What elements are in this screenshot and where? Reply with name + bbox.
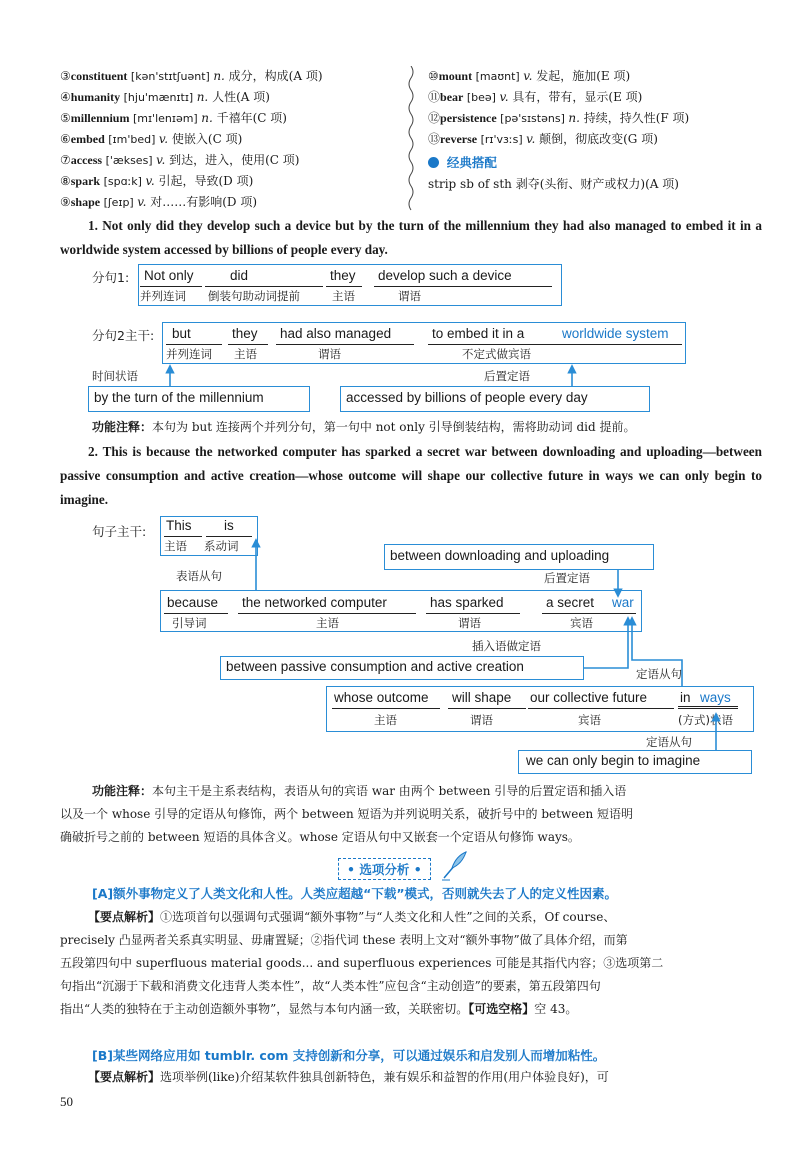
vocab-left-num: ⑥ [60,132,71,146]
vocab-left-def: 使嵌入(C 项) [168,132,243,146]
vocab-left-num: ⑦ [60,153,71,167]
arrow-between2 [584,618,628,668]
vocab-left-pos: n. [213,69,225,83]
page-number: 50 [60,1094,73,1109]
vocab-left-num: ⑧ [60,174,71,188]
vocab-left-phon: ['ækses] [102,154,157,167]
vocab-left-def: 到达，进入，使用(C 项) [165,153,300,167]
c1-role-3: 谓语 [398,289,421,303]
c2-word-1: they [232,326,258,341]
vocab-right-phon: [rɪ'vɜːs] [477,133,527,146]
vocab-left-pos: v. [158,132,169,146]
vocab-left-phon: [kən'stɪtʃuənt] [127,70,214,83]
vocab-right-num: ⑫ [428,111,441,125]
note2-line-0: 本句主干是主系表结构，表语从句的宾语 war 由两个 between 引导的后置定语和插入语 [152,784,627,798]
c1-role-1: 倒装句助动词提前 [208,289,300,303]
vocab-right-pos: v. [526,132,536,146]
vocab-left-phon: [spɑːk] [100,175,146,188]
option-a-blank-label: 【可选空格】 [468,1002,535,1016]
whose-word-3: in [680,690,691,705]
vocab-left-word: spark [70,174,101,188]
vocab-right-def: 发起，施加(E 项) [532,69,631,83]
we-box-text: we can only begin to imagine [526,753,701,768]
option-a-key-label: 【要点解析】 [88,910,161,924]
vocab-left-def: 人性(A 项) [208,90,270,104]
vocab-left-pos: v. [156,153,166,167]
c2-word-2: had also managed [280,326,392,341]
clause1-label: 分句1: [92,270,130,285]
post-box-text: accessed by billions of people every day [346,390,588,405]
c2-role-3: 不定式做宾语 [462,347,531,361]
vocab-right-word: mount [438,69,473,83]
main-word-1: is [224,518,234,533]
note2-label: 功能注释： [92,784,153,798]
sentence-1: 1. Not only did they develop such a device but by the turn of the millennium they had also managed to embed it in a worldwide system accessed by billions of people every day. [60,218,762,257]
vocab-right-word: bear [440,90,464,104]
whose-role-2: 宾语 [578,713,601,727]
vocab-left-num: ⑤ [60,111,71,125]
vocab-right-word: reverse [440,132,478,146]
vocab-left-word: constituent [70,69,128,83]
note1-label: 功能注释： [92,420,153,434]
vocab-right-def: 具有，带有，显示(E 项) [508,90,643,104]
option-b-heading: [B]某些网络应用如 tumblr. com 支持创新和分享，可以通过娱乐和启发别人而增加粘性。 [92,1048,606,1063]
whose-role-3: (方式)状语 [678,713,733,727]
vocab-right-phon: [beə] [463,91,500,104]
option-a-line-4: 指出“人类的独特在于主动创造额外事物”，显然与本句内涵一致，关联密切。 [60,1002,469,1016]
option-a-line-3: 句指出“沉溺于下载和消费文化违背人类本性”，故“人类本性”应包含“主动创造”的要素，第五段第四句 [60,979,601,993]
because-word-0: because [167,595,219,610]
vocab-left-pos: v. [145,174,155,188]
c1-role-2: 主语 [332,289,355,303]
main-word-0: This [166,518,192,533]
vocab-left-phon: [ɪm'bed] [104,133,159,146]
option-a-line-0: ①选项首句以强调句式强调“额外事物”与“人类文化和人性”之间的关系，Of course、 [160,910,616,924]
c2-word-0: but [172,326,191,341]
because-role-0: 引导词 [172,616,207,630]
sentence-2: 2. This is because the networked computer has sparked a secret war between downloading and uploading—between passive consumption and active creation—whose outcome will shape our collective future in ways we can only begin to imagine. [60,444,762,507]
option-a-body [60,906,663,1021]
vocab-right-phon: [maʊnt] [472,70,524,83]
option-b-text: 选项举例(like)介绍某软件独具创新特色，兼有娱乐和益智的作用(用户体验良好)，可 [160,1070,609,1084]
insert-label: 插入语做定语 [472,639,541,653]
vocab-right-pos: v. [499,90,509,104]
c1-word-0: Not only [144,268,194,283]
because-word-3: a secret [546,595,595,610]
c2-role-1: 主语 [234,347,257,361]
note1-text: 本句为 but 连接两个并列分句，第一句中 not only 引导倒装结构，需将助动词 did 提前。 [152,420,636,434]
whose-word-0: whose outcome [334,690,429,705]
note2-line-2: 确破折号之前的 between 短语的具体含义。whose 定语从句中又嵌套一个定语从句修饰 ways。 [60,830,580,844]
vocab-left-word: embed [70,132,105,146]
post-label-2: 后置定语 [544,571,590,585]
vocab-right-num: ⑩ [428,69,439,83]
vocab-left-def: 成分，构成(A 项) [224,69,323,83]
time-label: 时间状语 [92,369,138,383]
vocab-left-def: 对……有影响(D 项) [146,195,258,209]
vocab-left-pos: n. [201,111,213,125]
whose-word-blue: ways [700,690,731,705]
vocab-right-pos: n. [568,111,580,125]
vocab-left-word: shape [70,195,101,209]
vocab-left-num: ③ [60,69,71,83]
clause-label: 表语从句 [176,569,222,583]
main-role-0: 主语 [164,539,187,553]
vocab-right-def: 颠倒，彻底改变(G 项) [535,132,658,146]
vocab-left-word: millennium [70,111,130,125]
between2-text: between passive consumption and active creation [226,659,524,674]
classic-text: strip sb of sth 剥夺(头衔、财产或权力)(A 项) [428,177,679,191]
c2-word-3: to embed it in a [432,326,525,341]
vocab-left-num: ④ [60,90,71,104]
quill-icon [440,848,472,882]
vocab-left-word: access [70,153,103,167]
vocab-left-phon: [hju'mænɪtɪ] [120,91,197,104]
option-b-key-label: 【要点解析】 [88,1070,161,1084]
whose-role-0: 主语 [374,713,397,727]
clause2-label: 分句2主干: [92,328,155,343]
because-role-1: 主语 [316,616,339,630]
whose-word-2: our collective future [530,690,648,705]
options-badge [338,858,431,880]
arrow-whose [632,618,682,686]
vocab-left-word: humanity [70,90,121,104]
vocab-left-pos: v. [137,195,147,209]
note2-line-1: 以及一个 whose 引导的定语从句修饰，两个 between 短语为并列说明关系，破折号中的 between 短语明 [60,807,633,821]
whose-word-1: will shape [452,690,512,705]
because-word-1: the networked computer [242,595,387,610]
vocab-right-word: persistence [440,111,497,125]
whose-role-1: 谓语 [470,713,493,727]
vocab-right-num: ⑬ [428,132,441,146]
classic-title: 经典搭配 [446,155,497,170]
vocab-left-phon: [ʃeɪp] [100,196,138,209]
because-word-blue: war [612,595,634,610]
option-a-blank-text: 空 43。 [534,1002,578,1016]
because-role-3: 宾语 [570,616,593,630]
c1-role-0: 并列连词 [140,289,186,303]
c1-word-2: they [330,268,356,283]
main-role-1: 系动词 [204,539,239,553]
because-word-2: has sparked [430,595,504,610]
c2-role-0: 并列连词 [166,347,212,361]
vocab-right-phon: [pə'sɪstəns] [496,112,569,125]
c2-role-2: 谓语 [318,347,341,361]
between1-text: between downloading and uploading [390,548,610,563]
c1-word-1: did [230,268,249,283]
main-label: 句子主干: [92,524,147,539]
vocab-left-pos: n. [196,90,209,104]
option-a-heading: [A]额外事物定义了人类文化和人性。人类应超越“下载”模式，否则就失去了人的定义性因素。 [92,886,618,901]
attr-label-2: 定语从句 [646,735,692,749]
because-role-2: 谓语 [458,616,481,630]
c2-word-blue: worldwide system [562,326,669,341]
option-a-line-1: precisely 凸显两者关系真实明显、毋庸置疑；②指代词 these 表明上文对“额外事物”做了具体介绍，而第 [60,933,628,947]
vocab-left-def: 千禧年(C 项) [212,111,287,125]
option-b-body [88,1066,609,1089]
option-a-line-2: 五段第四句中 superfluous material goods... and superfluous experiences 可能是其指代内容；③选项第二 [60,956,664,970]
vocab-left-phon: [mɪ'lenɪəm] [129,112,202,125]
vocab-left-num: ⑨ [60,195,71,209]
attr-label: 定语从句 [636,667,682,681]
vocab-right-pos: v. [523,69,533,83]
post-label: 后置定语 [484,369,530,383]
c1-word-3: develop such a device [378,268,512,283]
vocab-right-def: 持续，持久性(F 项) [579,111,690,125]
time-box-text: by the turn of the millennium [94,390,264,405]
options-badge-text: • 选项分析 • [338,858,431,880]
vocab-right-num: ⑪ [428,90,441,104]
vocab-left-def: 引起，导致(D 项) [154,174,254,188]
